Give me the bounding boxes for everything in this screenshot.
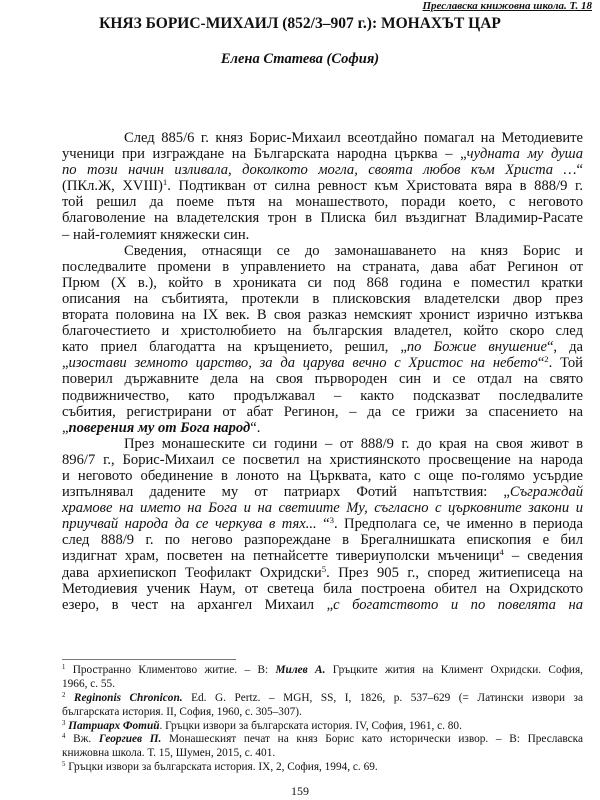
emphasized-text: приучвай народа да се черкува в тях... (62, 516, 317, 533)
footnote-divider (62, 659, 236, 660)
article-body (62, 130, 583, 613)
footnote-reference: 3 (62, 719, 66, 727)
text-line (62, 516, 583, 532)
footnote-line (62, 733, 583, 747)
text-run: 1966, с. 55. (62, 677, 116, 690)
text-line (62, 420, 583, 436)
emphasized-text: по този начин изливала, доколкото могла, своята любов към Христа … (62, 162, 577, 179)
footnote-reference: 4 (499, 547, 504, 558)
footnote-line (62, 678, 583, 692)
text-line (62, 581, 583, 597)
text-run: – най-големият княжески син. (62, 226, 250, 243)
text-run: (ПКл.Ж, XVIII) (62, 178, 163, 195)
text-run: българската история. II, София, 1960, с. 305–307). (62, 705, 302, 718)
text-run: като приел благодатта на кръщението, решил, „ (62, 339, 407, 356)
footnote-reference: 2 (544, 354, 549, 365)
text-run: Пространно Климентово житие. – В: (65, 664, 276, 676)
footnote-reference: 4 (62, 733, 66, 741)
emphasized-text: поверения му от Бога народ (68, 419, 251, 436)
text-line (62, 548, 583, 564)
text-run: издигнат храм, посветен на петнайсетте тивериуполски мъченици (62, 548, 500, 565)
article-title: КНЯЗ БОРИС-МИХАИЛ (852/3–907 г.): МОНАХЪТ ЦАР (99, 15, 501, 32)
text-run: събития, регистрирани от абат Регинон, – да се грижи за спасението на (62, 403, 583, 420)
text-run: езеро, в чест на архангел Михаил „ (62, 596, 334, 613)
text-run: „ (62, 355, 69, 372)
text-line (62, 291, 583, 307)
text-run: след 888/9 г. по негово разпореждане в Брегалнишката епископия е бил (62, 532, 583, 549)
text-run: “. (250, 419, 261, 436)
text-run (65, 692, 74, 704)
text-run: дава архиепископ Теофилакт Охридски (62, 564, 322, 581)
footnote-reference: 5 (321, 563, 327, 574)
text-run: Гръцки извори за българската история. IX, 2, София, 1994, с. 69. (65, 761, 378, 774)
text-run: подвижничество, като продължавал – както подсказват последвалите (62, 387, 583, 404)
text-line (62, 130, 583, 146)
running-header: Преславска книжовна школа. Т. 18 (422, 0, 592, 12)
text-line (62, 259, 583, 275)
text-run: благоволение на владетелския трон в Плиска бил въздигнат Владимир-Расате (62, 210, 583, 227)
text-run: Методиевия ученик Наум, от светеца била построена обител на Охридското (62, 580, 583, 597)
text-line (62, 484, 583, 500)
emphasized-text: храмове на името на Бога и на светиите Му, съгласно с църковните закони и (62, 500, 583, 517)
footnote-line (62, 720, 583, 734)
text-line (62, 339, 583, 355)
text-line (62, 452, 583, 468)
article-author: Елена Статева (София) (220, 51, 380, 67)
text-run: Прюм (X в.), който в хрониката си под 868 година е поместил кратки (62, 274, 583, 291)
text-line (62, 565, 583, 581)
text-run: “, да (546, 339, 583, 356)
footnotes (62, 664, 583, 775)
text-run: и неговото обединение в лоното на Църквата, като с още по-голямо усърдие (62, 467, 583, 484)
text-run: описания на събитията, протекли в плисковския владетелски двор през (62, 290, 583, 307)
text-run: . Гръцки извори за българската история. IV, София, 1961, с. 80. (159, 719, 462, 732)
emphasized-text: с богатството и по повелята на (333, 596, 583, 613)
footnote-reference: 2 (62, 691, 66, 699)
footnote-line (62, 761, 583, 775)
emphasized-text: Георгиев П. (98, 733, 162, 746)
footnote-line (62, 664, 583, 678)
text-run: . Подтикван от силна ревност към Христовата вяра в 888/9 г. (167, 178, 583, 195)
text-line (62, 162, 583, 178)
text-run: Ed. G. Pertz. – MGH, SS, I, 1826, p. 537–629 (= Латински извори за (182, 691, 583, 704)
text-run: “ (537, 355, 545, 372)
text-line (62, 307, 583, 323)
text-run: изпълнявал дадените му от патриарх Фотий напътствия: „ (62, 484, 510, 501)
text-run: Вж. (65, 733, 99, 746)
text-run: ученици при изграждане на Българската народна църква – „ (62, 146, 467, 163)
text-line (62, 532, 583, 548)
footnote-line (62, 747, 583, 761)
text-line (62, 404, 583, 420)
text-line (62, 597, 583, 613)
text-run: Гръцките жития на Климент Охридски. София, (325, 664, 583, 676)
text-line (62, 146, 583, 162)
text-line (62, 323, 583, 339)
text-run: През монашеските си години – от 888/9 г. до края на своя живот в (124, 435, 583, 452)
emphasized-text: Reginonis Chronicon. (73, 691, 183, 704)
footnote-reference: 1 (162, 177, 168, 188)
text-line (62, 436, 583, 452)
text-run: поверил държавните дела на своя първороден син и се отдал на свято (62, 371, 583, 388)
text-line (62, 178, 583, 194)
text-run: книжовна школа. Т. 15, Шумен, 2015, с. 401. (62, 747, 276, 760)
emphasized-text: Патриарх Фотий (68, 719, 160, 732)
text-line (62, 194, 583, 210)
footnote-reference: 1 (62, 663, 66, 671)
footnote-line (62, 706, 583, 720)
page-number: 159 (291, 784, 309, 798)
emphasized-text: чудната му душа (466, 146, 583, 163)
text-line (62, 275, 583, 291)
text-run: . През 905 г., според житиеписеца на (326, 564, 583, 581)
text-line (62, 468, 583, 484)
text-run: „ (62, 419, 69, 436)
text-line (62, 500, 583, 516)
text-line (62, 355, 583, 371)
text-run: – сведения (503, 548, 583, 565)
text-run: “ (316, 516, 330, 533)
text-line (62, 210, 583, 226)
footnote-reference: 5 (62, 761, 66, 769)
text-run: последвалите промени в управлението на страната, дава абат Регинон от (62, 258, 583, 275)
text-line (62, 388, 583, 404)
text-run: втората половина на IX век. В своя разказ немският хронист изрично изтъква (62, 307, 583, 324)
text-line (62, 243, 583, 259)
text-run: След 885/6 г. княз Борис-Михаил всеотдайно помагал на Методиевите (124, 130, 583, 146)
emphasized-text: Милев А. (275, 664, 326, 676)
text-run: Сведения, отнасящи се до замонашаването на княз Борис и (124, 242, 583, 259)
text-run: 896/7 г., Борис-Михаил се посветил на християнското просвещение на народа (62, 451, 583, 468)
text-run: той решил да поеме пътя на монашеството, поради което, с неговото (62, 194, 583, 211)
footnote-line (62, 692, 583, 706)
text-run: . Предполага се, че именно в периода (333, 516, 583, 533)
text-run: благочестието и христолюбието на българския владетел, който скоро след (62, 323, 583, 340)
text-line (62, 227, 583, 243)
emphasized-text: изостави земното царство, за да царува вечно с Христос на небето (68, 355, 538, 372)
emphasized-text: Съграждай (509, 484, 583, 501)
text-run: Монашеският печат на княз Борис като исторически извор. – В: Преславска (161, 733, 583, 746)
emphasized-text: по Божие внушение (406, 339, 547, 356)
footnote-reference: 3 (329, 515, 334, 525)
text-run: . Той (548, 355, 583, 372)
text-line (62, 371, 583, 387)
text-run: “ (576, 162, 583, 179)
